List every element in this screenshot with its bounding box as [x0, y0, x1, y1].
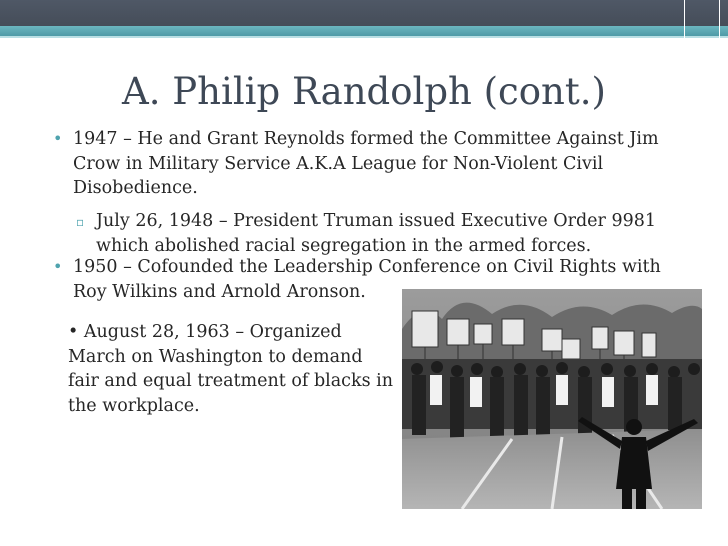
bullet-marker: • [53, 129, 63, 148]
bullet-text: July 26, 1948 – President Truman issued Executive Order 9981 which abolished racial segregation in the armed forces. [96, 211, 656, 256]
slide-title: A. Philip Randolph (cont.) [122, 70, 606, 113]
bullet-text: 1947 – He and Grant Reynolds formed the Committee Against Jim Crow in Military Service A.K.A League for Non-Violent Civil Disobedience. [73, 129, 659, 198]
header-accent-line [0, 36, 728, 38]
header-bar [0, 0, 728, 26]
corner-decoration [684, 0, 720, 44]
sub-bullet-1948 [76, 209, 696, 258]
sub-bullet-marker: ▫ [76, 215, 85, 229]
photo-illustration [402, 289, 702, 509]
bullet-text: 1950 – Cofounded the Leadership Conference on Civil Rights with Roy Wilkins and Arnold Aronson. [73, 257, 661, 302]
march-on-washington-textbox: • August 28, 1963 – Organized March on Washington to demand fair and equal treatment of blacks in the workplace. [68, 322, 393, 416]
header-accent-band [0, 26, 728, 36]
bullet-1947 [53, 127, 693, 201]
bullet-marker: • [53, 257, 63, 276]
march-on-washington-photo [402, 289, 702, 509]
